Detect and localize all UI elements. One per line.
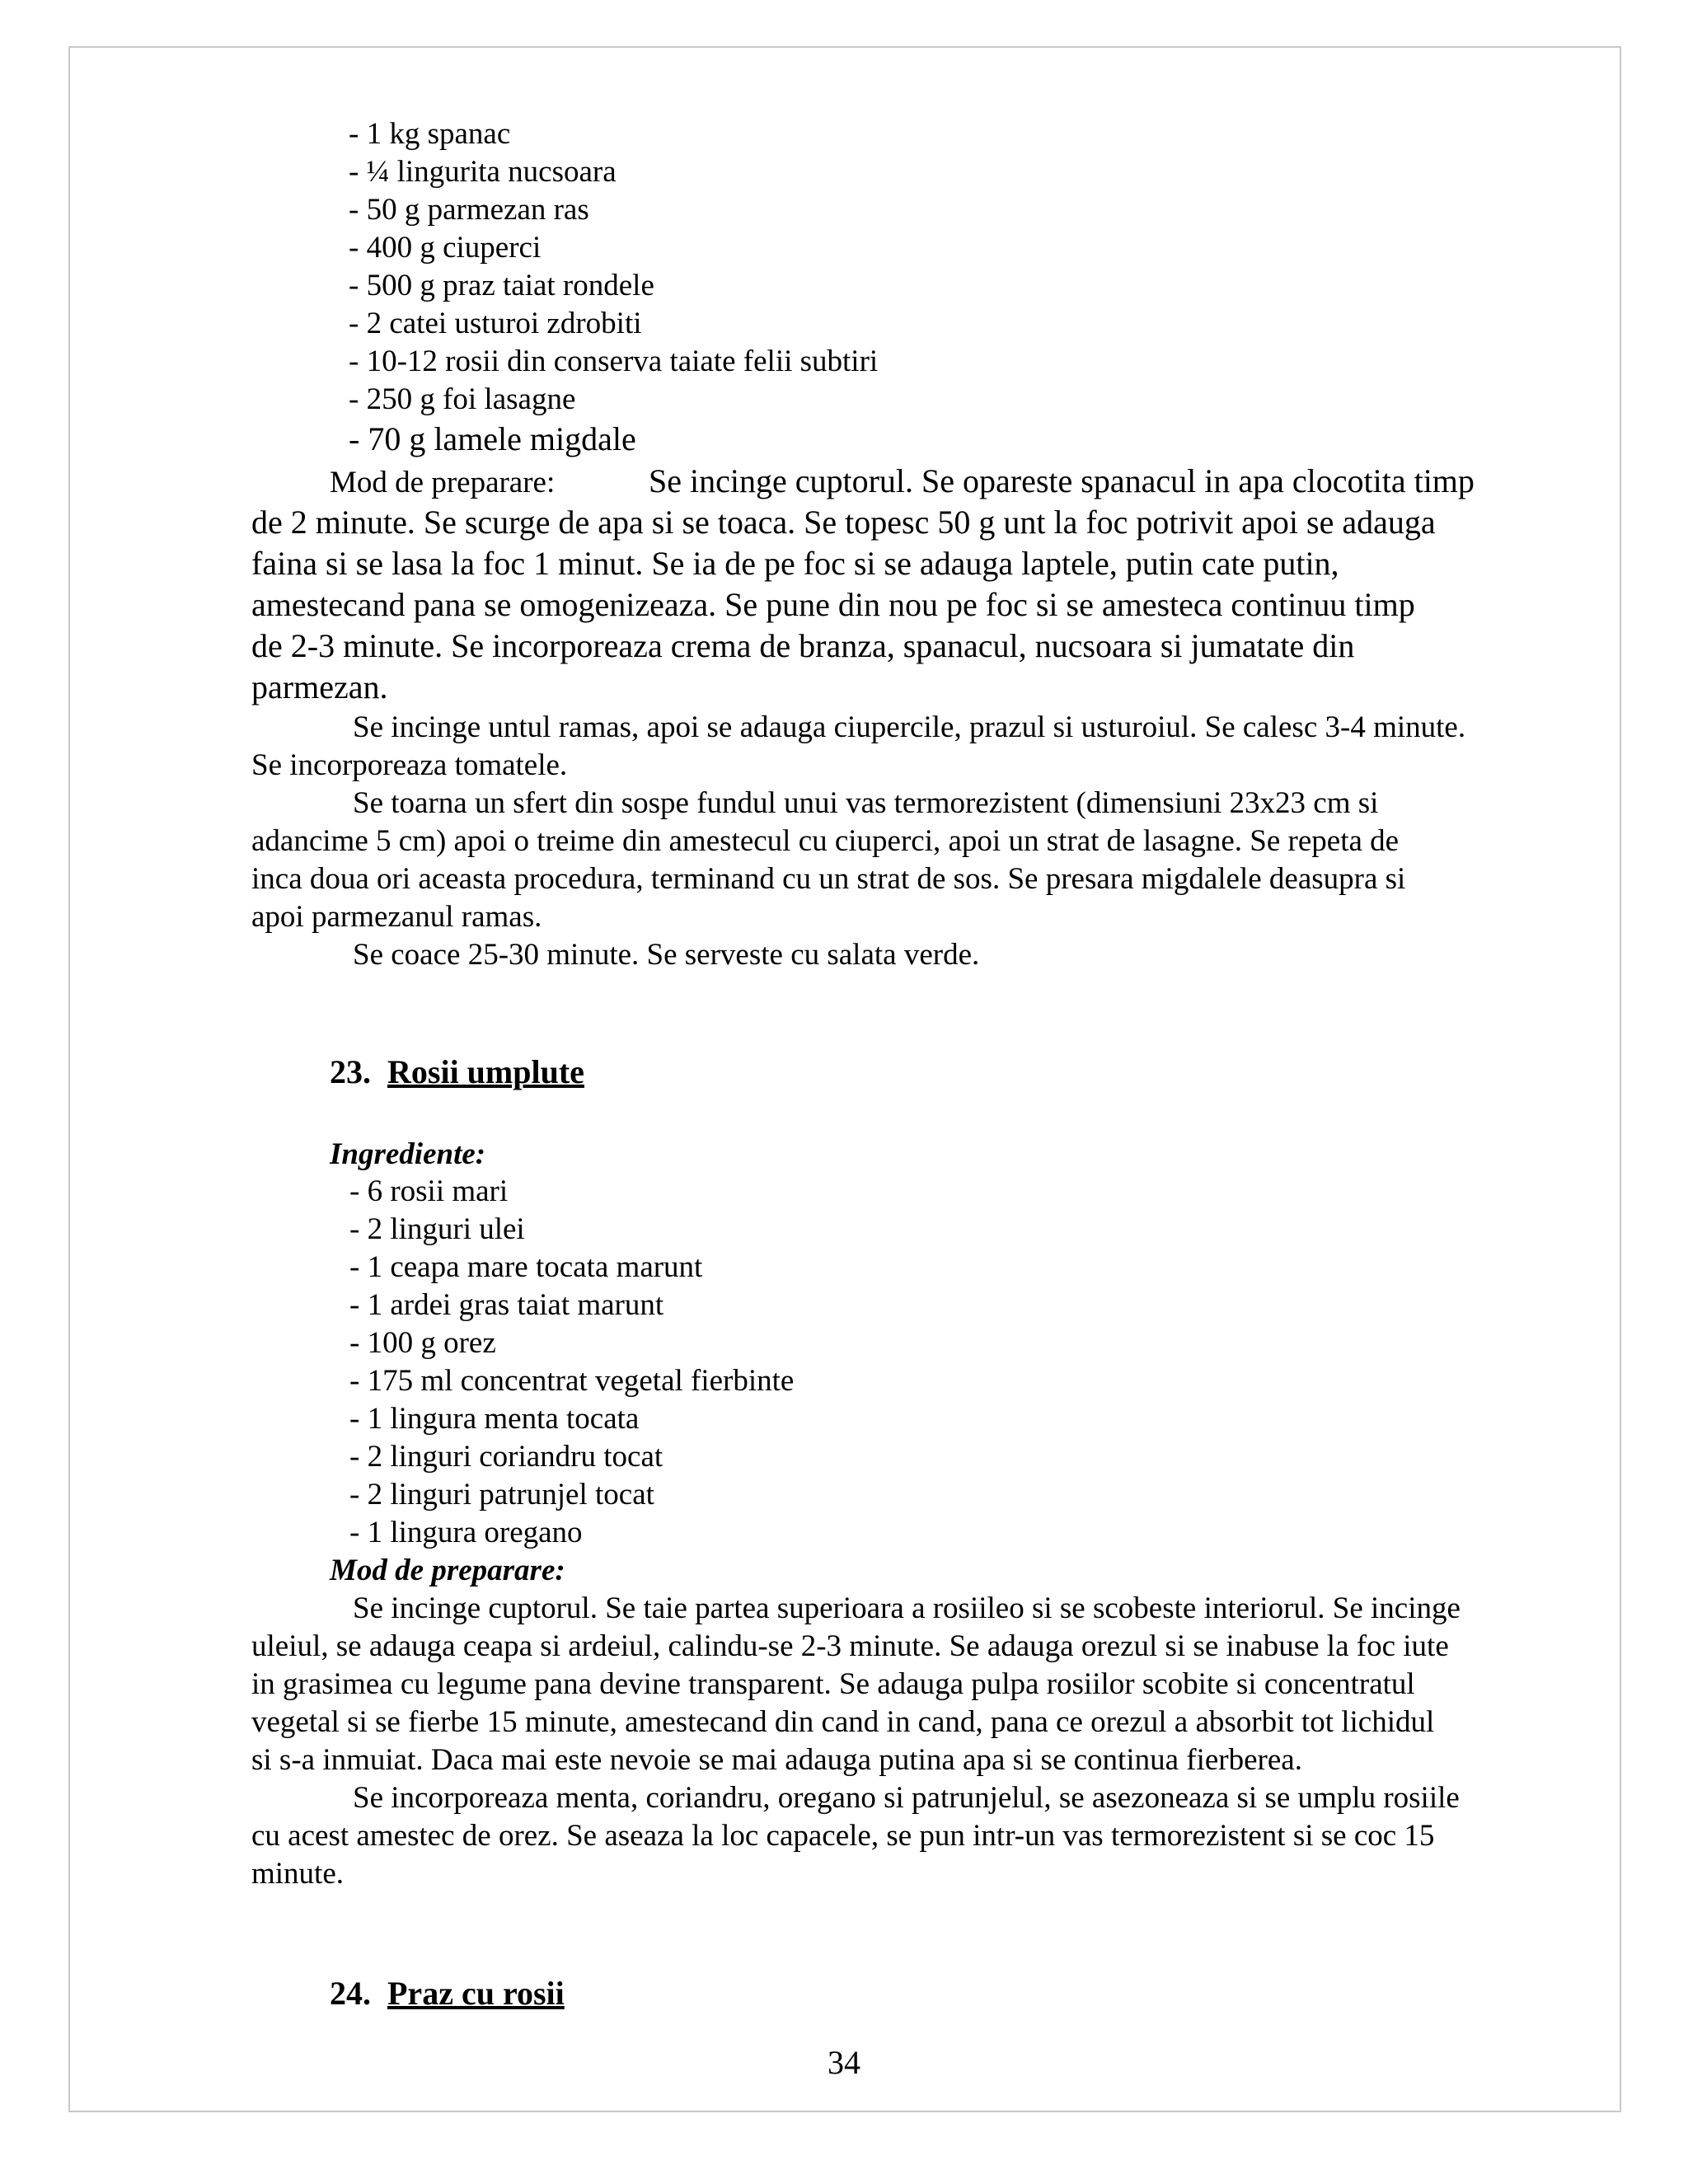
ingredient-item: - 250 g foi lasagne: [349, 382, 576, 416]
ingredient-item: - 1 ceapa mare tocata marunt: [349, 1250, 703, 1284]
ingredient-item: - 1 kg spanac: [349, 117, 511, 151]
ingredient-item: - 1 ardei gras taiat marunt: [349, 1288, 664, 1322]
method-line: Se incinge cuptorul. Se taie partea superioara a rosiileo si se scobeste interiorul. Se incinge: [353, 1591, 1461, 1625]
page-number: 34: [828, 2044, 860, 2081]
ingredient-item: - 100 g orez: [349, 1326, 496, 1360]
method-line: de 2 minute. Se scurge de apa si se toaca. Se topesc 50 g unt la foc potrivit apoi se adauga: [251, 504, 1436, 541]
method-line: si s-a inmuiat. Daca mai este nevoie se mai adauga putina apa si se continua fierberea.: [251, 1743, 1302, 1777]
method-line: Se incinge untul ramas, apoi se adauga ciupercile, prazul si usturoiul. Se calesc 3-4 minute.: [353, 710, 1466, 744]
ingredient-item: - 500 g praz taiat rondele: [349, 269, 654, 302]
recipe-24-heading: [330, 1975, 565, 2013]
ingredient-item: - 50 g parmezan ras: [349, 193, 589, 227]
ingredient-item: - 70 g lamele migdale: [349, 420, 636, 457]
ingredients-label: Ingrediente:: [330, 1137, 486, 1171]
method-line: Se incinge cuptorul. Se opareste spanacul in apa clocotita timp: [649, 462, 1475, 499]
ingredient-item: - 1 lingura menta tocata: [349, 1402, 640, 1436]
ingredient-item: - 175 ml concentrat vegetal fierbinte: [349, 1364, 795, 1398]
ingredient-item: - 2 linguri coriandru tocat: [349, 1440, 663, 1474]
method-label: Mod de preparare:: [330, 1554, 565, 1587]
method-line: Se incorporeaza menta, coriandru, oregano si patrunjelul, se asezoneaza si se umplu rosiile: [353, 1781, 1460, 1815]
recipe-title: Praz cu rosii: [387, 1975, 565, 2012]
ingredient-item: - 2 linguri ulei: [349, 1212, 525, 1246]
method-line: in grasimea cu legume pana devine transparent. Se adauga pulpa rosiilor scobite si concentratul: [251, 1667, 1415, 1701]
method-line: amestecand pana se omogenizeaza. Se pune din nou pe foc si se amesteca continuu timp: [251, 586, 1415, 623]
method-line: cu acest amestec de orez. Se aseaza la loc capacele, se pun intr-un vas termorezistent si se coc 15: [251, 1819, 1435, 1853]
method-line: apoi parmezanul ramas.: [251, 900, 542, 934]
recipe-number: 24.: [330, 1975, 371, 2012]
ingredient-item: - 2 linguri patrunjel tocat: [349, 1478, 654, 1511]
method-line: uleiul, se adauga ceapa si ardeiul, calindu-se 2-3 minute. Se adauga orezul si se inabuse la foc iute: [251, 1629, 1449, 1663]
method-line: Se incorporeaza tomatele.: [251, 748, 568, 782]
recipe-title: Rosii umplute: [387, 1053, 584, 1090]
ingredient-item: - 1 lingura oregano: [349, 1516, 583, 1549]
ingredient-item: - 400 g ciuperci: [349, 231, 542, 265]
ingredient-item: - ¼ lingurita nucsoara: [349, 155, 617, 189]
recipe-number: 23.: [330, 1053, 371, 1090]
method-line: minute.: [251, 1857, 345, 1891]
method-line: faina si se lasa la foc 1 minut. Se ia de pe foc si se adauga laptele, putin cate putin,: [251, 545, 1339, 582]
method-line: adancime 5 cm) apoi o treime din amestecul cu ciuperci, apoi un strat de lasagne. Se repeta de: [251, 824, 1400, 858]
ingredient-item: - 6 rosii mari: [349, 1174, 509, 1208]
method-line: Se toarna un sfert din sospe fundul unui vas termorezistent (dimensiuni 23x23 cm si: [353, 786, 1379, 820]
ingredient-item: - 10-12 rosii din conserva taiate felii subtiri: [349, 344, 879, 378]
method-label: Mod de preparare:: [330, 466, 556, 499]
recipe-23-heading: [330, 1053, 584, 1091]
ingredient-item: - 2 catei usturoi zdrobiti: [349, 307, 642, 340]
method-line: vegetal si se fierbe 15 minute, amestecand din cand in cand, pana ce orezul a absorbit tot lichidul: [251, 1705, 1435, 1739]
method-line: parmezan.: [251, 668, 388, 705]
method-line: Se coace 25-30 minute. Se serveste cu salata verde.: [353, 938, 980, 972]
method-line: inca doua ori aceasta procedura, terminand cu un strat de sos. Se presara migdalele deasupra si: [251, 862, 1406, 896]
method-line: de 2-3 minute. Se incorporeaza crema de branza, spanacul, nucsoara si jumatate din: [251, 627, 1355, 664]
